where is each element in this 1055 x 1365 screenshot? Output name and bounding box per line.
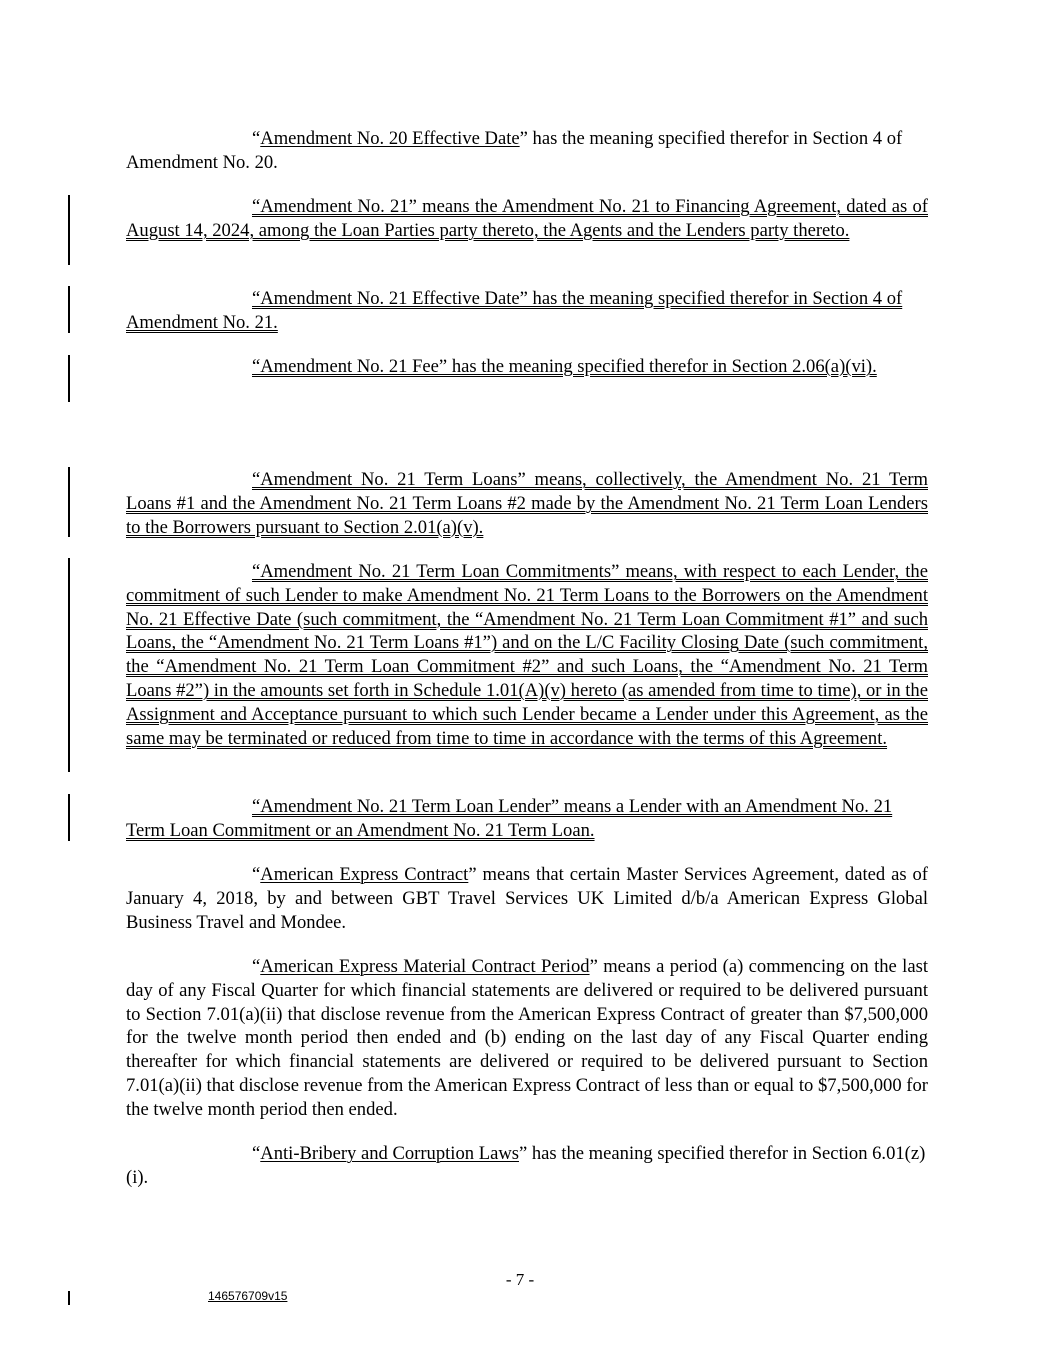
definition-american-express-material-contract-period — [126, 955, 928, 1122]
open-quote: “ — [252, 1143, 261, 1164]
definition-american-express-contract — [126, 863, 928, 934]
definition-amendment-21-term-loan-commitments — [126, 560, 928, 750]
defined-term: Amendment No. 20 Effective Date — [260, 128, 520, 149]
definition-anti-bribery-laws — [126, 1142, 928, 1190]
change-bar — [68, 286, 70, 333]
open-quote: “ — [252, 864, 261, 885]
definition-amendment-21-effective-date — [126, 287, 928, 335]
inserted-text: “Amendment No. 21 Fee” has the meaning specified therefor in Section 2.06(a)(vi). — [252, 356, 877, 377]
page-number: - 7 - — [505, 1270, 535, 1289]
definition-text: ” has the meaning specified therefor in Section 4 of Amendment No. 20. — [126, 128, 903, 173]
inserted-text: “Amendment No. 21 Term Loan Commitments” means, with respect to each Lender, the commitment of such Lender to make Amendment No. 21 Term Loans to the Borrowers on the Amendment No. 21 Effective Date (such commitment, the “Amendment No. 21 Term Loan Commitment #1” and such Loans, the “Amendment No. 21 Term Loans #1”) and on the L/C Facility Closing Date (such commitment, the “Amendment No. 21 Term Loan Commitment #2” and such Loans, the “Amendment No. 21 Term Loans #2”) in the amounts set forth in Schedule 1.01(A)(v) hereto (as amended from time to time), or in the Assignment and Acceptance pursuant to which such Lender became a Lender under this Agreement, as the same may be terminated or reduced from time to time in accordance with the terms of this Agreement. — [126, 561, 928, 749]
inserted-text: “Amendment No. 21 Effective Date” has the meaning specified therefor in Section 4 of Amendment No. 21. — [126, 288, 903, 333]
defined-term: American Express Material Contract Period — [260, 956, 590, 977]
change-bar — [68, 467, 70, 537]
definition-text: ” means a period (a) commencing on the last day of any Fiscal Quarter for which financial statements are delivered or required to be delivered pursuant to Section 7.01(a)(ii) that disclose revenue from the American Express Contract of greater than $7,500,000 for the twelve month period then ended and (b) ending on the last day of any Fiscal Quarter ending thereafter for which financial statements are delivered or required to be delivered pursuant to Section 7.01(a)(ii) that disclose revenue from the American Express Contract of less than or equal to $7,500,000 for the twelve month period then ended. — [126, 956, 928, 1120]
definition-amendment-21-fee — [126, 355, 928, 379]
change-bar — [68, 558, 70, 772]
open-quote: “ — [252, 128, 261, 149]
definition-amendment-20-effective-date — [126, 127, 928, 175]
inserted-text: “Amendment No. 21 Term Loans” means, collectively, the Amendment No. 21 Term Loans #1 and the Amendment No. 21 Term Loans #2 made by the Amendment No. 21 Term Loan Lenders to the Borrowers pursuant to Section 2.01(a)(v). — [126, 469, 928, 538]
change-bar — [68, 355, 70, 402]
inserted-text: “Amendment No. 21 Term Loan Lender” means a Lender with an Amendment No. 21 Term Loan Commitment or an Amendment No. 21 Term Loan. — [126, 796, 893, 841]
definition-amendment-21 — [126, 195, 928, 243]
defined-term: Anti-Bribery and Corruption Laws — [260, 1143, 519, 1164]
definition-text: ” has the meaning specified therefor in Section 6.01(z)(i). — [126, 1143, 926, 1188]
definition-text: ” means that certain Master Services Agreement, dated as of January 4, 2018, by and between GBT Travel Services UK Limited d/b/a American Express Global Business Travel and Mondee. — [126, 864, 928, 933]
defined-term: American Express Contract — [260, 864, 469, 885]
open-quote: “ — [252, 956, 261, 977]
document-id: 146576709v15 — [208, 1289, 288, 1303]
change-bar — [68, 195, 70, 265]
change-bar — [68, 1291, 70, 1305]
definition-amendment-21-term-loan-lender — [126, 795, 928, 843]
change-bar — [68, 794, 70, 841]
definition-amendment-21-term-loans — [126, 468, 928, 539]
inserted-text: “Amendment No. 21” means the Amendment No. 21 to Financing Agreement, dated as of August 14, 2024, among the Loan Parties party thereto, the Agents and the Lenders party thereto. — [126, 196, 928, 241]
